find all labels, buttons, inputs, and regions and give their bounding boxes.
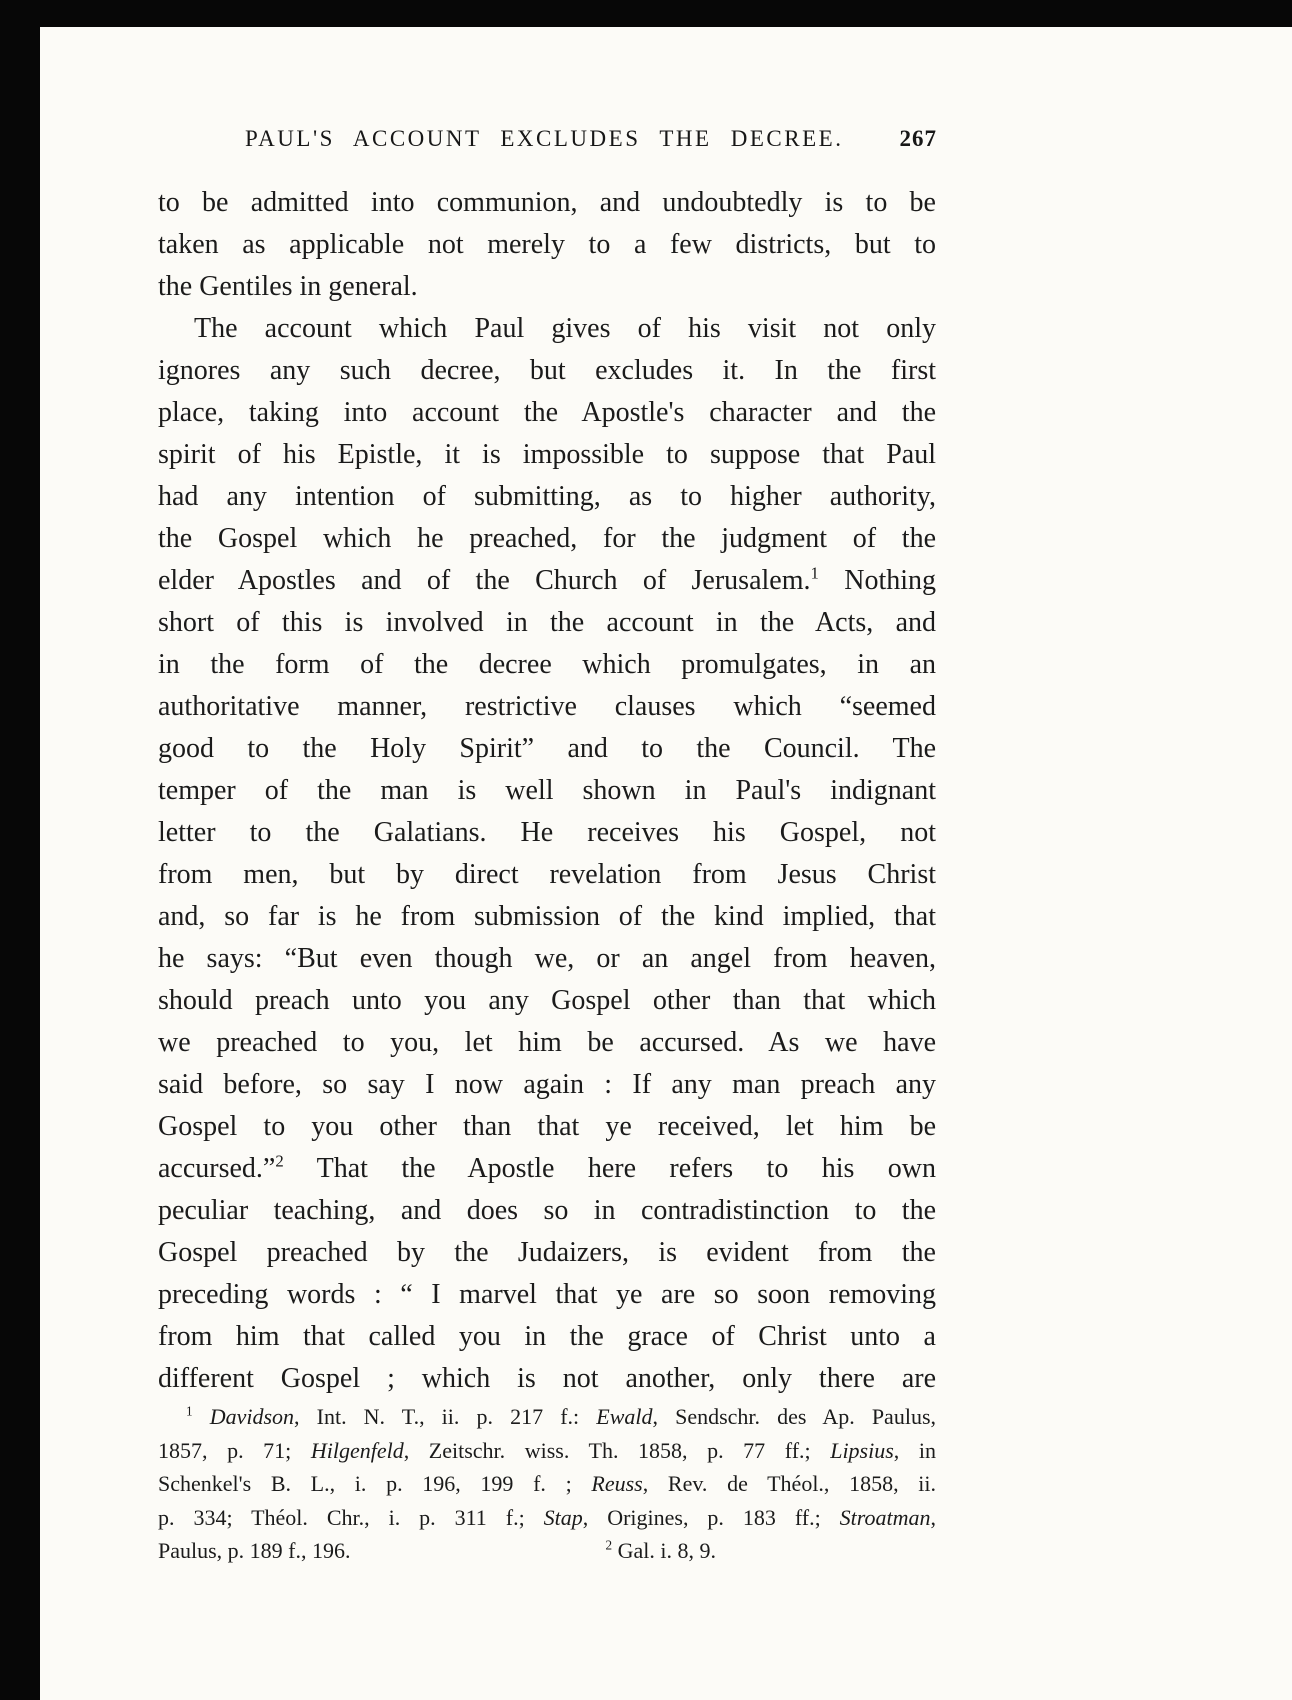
superscript-ref: 1	[810, 563, 819, 583]
text-line	[158, 392, 936, 434]
text-line	[158, 1148, 936, 1190]
text-segment: different Gospel ; which is not another, only there are	[158, 1363, 936, 1394]
text-segment: from men, but by direct revelation from Jesus Christ	[158, 859, 936, 890]
text-line	[158, 1358, 936, 1400]
text-line	[158, 182, 936, 224]
text-segment: short of this is involved in the account in the Acts, and	[158, 607, 936, 638]
text-line	[158, 686, 936, 728]
text-line	[158, 1190, 936, 1232]
text-line	[158, 1232, 936, 1274]
text-line	[158, 476, 936, 518]
text-segment: and, so far is he from submission of the kind implied, that	[158, 901, 936, 932]
text-segment: Gal. i. 8, 9.	[612, 1538, 716, 1563]
text-segment: Davidson	[209, 1404, 295, 1429]
running-header	[245, 126, 937, 152]
text-segment: 1857, p. 71;	[158, 1437, 311, 1463]
text-line	[158, 350, 936, 392]
text-line	[158, 1022, 936, 1064]
text-segment: That the Apostle here refers to his own	[283, 1153, 936, 1184]
text-segment: Reuss	[591, 1471, 643, 1496]
text-segment: Hilgenfeld	[310, 1437, 404, 1463]
text-segment: Gospel preached by the Judaizers, is evident from the	[158, 1237, 936, 1268]
text-segment: peculiar teaching, and does so in contradistinction to the	[158, 1195, 936, 1226]
text-segment: , Int. N. T., ii. p. 217 f.:	[294, 1404, 597, 1429]
text-segment: he says: “But even though we, or an angel from heaven,	[158, 943, 936, 974]
text-segment: should preach unto you any Gospel other than that which	[158, 985, 936, 1016]
text-segment: Stroatman	[839, 1504, 931, 1530]
text-segment: letter to the Galatians. He receives his Gospel, not	[158, 817, 936, 848]
text-segment: said before, so say I now again : If any man preach any	[158, 1069, 936, 1100]
footnote-right	[606, 1538, 716, 1563]
text-line	[158, 308, 936, 350]
text-segment: had any intention of submitting, as to higher authority,	[158, 481, 936, 512]
text-segment: , Zeitschr. wiss. Th. 1858, p. 77 ff.;	[403, 1437, 831, 1463]
text-segment: , Origines, p. 183 ff.;	[582, 1504, 840, 1530]
text-line	[158, 854, 936, 896]
text-line	[158, 518, 936, 560]
text-line	[158, 224, 936, 266]
text-segment: the Gentiles in general.	[158, 271, 418, 302]
scan-edge-top	[0, 0, 1292, 27]
text-line	[158, 434, 936, 476]
text-segment: from him that called you in the grace of Christ unto a	[158, 1321, 936, 1352]
scan-edge-left	[0, 0, 40, 1700]
text-line	[158, 560, 936, 602]
text-line	[158, 938, 936, 980]
text-segment: , Sendschr. des Ap. Paulus,	[652, 1404, 937, 1429]
text-segment: Lipsius	[830, 1437, 894, 1463]
text-segment: Nothing	[818, 565, 936, 596]
body-text	[158, 182, 936, 1400]
text-segment: temper of the man is well shown in Paul's indignant	[158, 775, 936, 806]
text-line	[158, 896, 936, 938]
text-line	[158, 266, 936, 308]
text-segment: Schenkel's B. L., i. p. 196, 199 f. ;	[158, 1471, 592, 1496]
page-title: PAUL'S ACCOUNT EXCLUDES THE DECREE.	[245, 126, 844, 151]
text-line	[158, 770, 936, 812]
text-line	[158, 1501, 936, 1535]
text-segment: taken as applicable not merely to a few districts, but to	[158, 229, 936, 260]
text-segment: , in	[893, 1437, 936, 1463]
text-segment: accursed.”	[158, 1153, 276, 1184]
text-line	[158, 728, 936, 770]
text-segment: the Gospel which he preached, for the judgment of the	[158, 523, 936, 554]
text-segment: we preached to you, let him be accursed. As we have	[158, 1027, 936, 1058]
text-line	[158, 980, 936, 1022]
text-line	[158, 1274, 936, 1316]
text-line	[158, 1400, 936, 1434]
text-line	[158, 1316, 936, 1358]
text-segment: The account which Paul gives of his visit not only	[194, 313, 936, 344]
text-line	[158, 1534, 936, 1568]
text-segment: authoritative manner, restrictive clauses which “seemed	[158, 691, 936, 722]
text-segment: , Rev. de Théol., 1858, ii.	[642, 1471, 936, 1496]
text-segment: in the form of the decree which promulgates, in an	[158, 649, 936, 680]
text-segment: Ewald	[596, 1404, 653, 1429]
text-segment: place, taking into account the Apostle's character and the	[158, 397, 936, 428]
superscript-ref: 1	[186, 1403, 193, 1419]
page-number: 267	[899, 126, 937, 151]
text-line	[158, 1467, 936, 1501]
superscript-ref: 2	[275, 1151, 284, 1171]
text-segment: Paulus, p. 189 f., 196.	[158, 1538, 351, 1563]
text-line	[158, 644, 936, 686]
text-segment: Stap	[543, 1504, 583, 1530]
text-line	[158, 1434, 936, 1468]
footnotes	[158, 1400, 936, 1568]
text-segment: ignores any such decree, but excludes it. In the first	[158, 355, 936, 386]
text-segment: ,	[930, 1504, 936, 1530]
text-segment: spirit of his Epistle, it is impossible to suppose that Paul	[158, 439, 936, 470]
text-line	[158, 1106, 936, 1148]
superscript-ref: 2	[605, 1537, 613, 1553]
text-segment: to be admitted into communion, and undoubtedly is to be	[158, 187, 936, 218]
text-segment: Gospel to you other than that ye received, let him be	[158, 1111, 936, 1142]
text-line	[158, 812, 936, 854]
text-line	[158, 1064, 936, 1106]
text-line	[158, 602, 936, 644]
text-segment: good to the Holy Spirit” and to the Council. The	[158, 733, 936, 764]
text-segment: p. 334; Théol. Chr., i. p. 311 f.;	[158, 1504, 544, 1530]
text-segment: preceding words : “ I marvel that ye are so soon removing	[158, 1279, 936, 1310]
text-segment	[193, 1404, 210, 1429]
text-segment: elder Apostles and of the Church of Jerusalem.	[158, 565, 811, 596]
